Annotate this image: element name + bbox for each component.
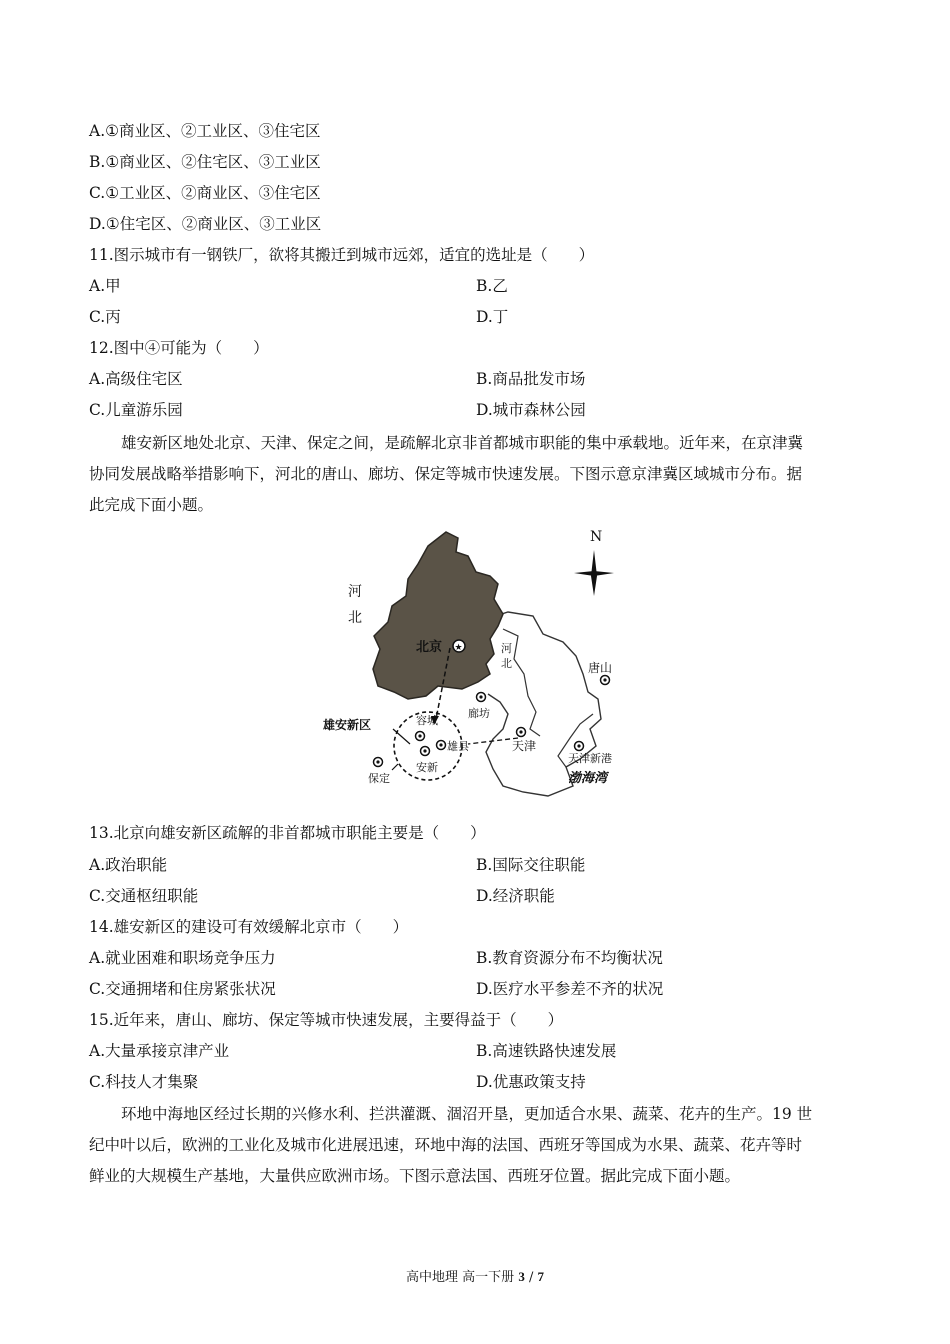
anxin-label: 安新 bbox=[416, 761, 438, 774]
q12-option-b: B.商品批发市场 bbox=[476, 370, 586, 388]
q13-option-b: B.国际交往职能 bbox=[476, 856, 586, 874]
q15-stem: 15.近年来，唐山、廊坊、保定等城市快速发展，主要得益于（ ） bbox=[89, 1011, 564, 1029]
langfang-label: 廊坊 bbox=[468, 707, 490, 720]
q11-option-b: B.乙 bbox=[476, 277, 508, 295]
hebei-left-label-1: 河 bbox=[348, 584, 362, 600]
q14-stem: 14.雄安新区的建设可有效缓解北京市（ ） bbox=[89, 918, 409, 936]
tianjin-label: 天津 bbox=[512, 739, 537, 753]
q13-option-d: D.经济职能 bbox=[476, 887, 555, 905]
tianjin-port-label: 天津新港 bbox=[568, 752, 612, 765]
tangshan-label: 唐山 bbox=[588, 661, 613, 675]
page-footer bbox=[0, 1268, 950, 1287]
q15-option-d: D.优惠政策支持 bbox=[476, 1073, 586, 1091]
beijing-region bbox=[373, 532, 503, 699]
q12-option-c: C.儿童游乐园 bbox=[89, 401, 183, 419]
capital-star-icon: ★ bbox=[454, 643, 463, 653]
passage1-line1: 雄安新区地处北京、天津、保定之间，是疏解北京非首都城市职能的集中承载地。近年来，在京津冀 bbox=[121, 434, 804, 452]
north-label: N bbox=[590, 529, 603, 545]
north-arrow-icon bbox=[574, 550, 614, 596]
q13-stem: 13.北京向雄安新区疏解的非首都城市职能主要是（ ） bbox=[89, 824, 486, 842]
tianjin-outline bbox=[486, 612, 601, 796]
q10-option-b: B.①商业区、②住宅区、③工业区 bbox=[89, 153, 321, 171]
footer-separator: / bbox=[528, 1270, 534, 1285]
baoding-pointer bbox=[392, 764, 398, 770]
passage1-line2: 协同发展战略举措影响下，河北的唐山、廊坊、保定等城市快速发展。下图示意京津冀区域城市分布。据 bbox=[89, 465, 803, 483]
q10-option-d: D.①住宅区、②商业区、③工业区 bbox=[89, 215, 322, 233]
q12-stem: 12.图中④可能为（ ） bbox=[89, 339, 269, 357]
q10-option-a: A.①商业区、②工业区、③住宅区 bbox=[89, 122, 321, 140]
jingjinji-map bbox=[318, 524, 618, 814]
footer-page-number: 3 bbox=[518, 1269, 525, 1284]
xiongxian-label: 雄县 bbox=[447, 740, 469, 753]
q14-option-b: B.教育资源分布不均衡状况 bbox=[476, 949, 663, 967]
xiongan-pointer bbox=[393, 729, 410, 744]
q14-option-c: C.交通拥堵和住房紧张状况 bbox=[89, 980, 276, 998]
q11-option-c: C.丙 bbox=[89, 308, 121, 326]
rongcheng-label: 容城 bbox=[416, 714, 438, 727]
q10-option-c: C.①工业区、②商业区、③住宅区 bbox=[89, 184, 321, 202]
hebei-mid-label-2: 北 bbox=[501, 657, 512, 670]
q15-option-c: C.科技人才集聚 bbox=[89, 1073, 199, 1091]
passage2-line2: 纪中叶以后，欧洲的工业化及城市化进展迅速，环地中海的法国、西班牙等国成为水果、蔬菜、花卉等时 bbox=[89, 1136, 803, 1154]
hebei-left-label-2: 北 bbox=[348, 610, 362, 626]
q14-option-a: A.就业困难和职场竞争压力 bbox=[89, 949, 276, 967]
q13-option-c: C.交通枢纽职能 bbox=[89, 887, 199, 905]
q12-option-d: D.城市森林公园 bbox=[476, 401, 586, 419]
passage1-line3: 此完成下面小题。 bbox=[89, 496, 214, 514]
baoding-label: 保定 bbox=[368, 772, 390, 785]
xiongan-label: 雄安新区 bbox=[323, 718, 372, 732]
footer-grade: 高一下册 bbox=[462, 1270, 515, 1285]
passage2-line1: 环地中海地区经过长期的兴修水利、拦洪灌溉、涸沼开垦，更加适合水果、蔬菜、花卉的生产。19 世 bbox=[121, 1105, 813, 1123]
q13-option-a: A.政治职能 bbox=[89, 856, 168, 874]
passage2-line3: 鲜业的大规模生产基地，大量供应欧洲市场。下图示意法国、西班牙位置。据此完成下面小题。 bbox=[89, 1167, 741, 1185]
q14-option-d: D.医疗水平参差不齐的状况 bbox=[476, 980, 664, 998]
q15-option-b: B.高速铁路快速发展 bbox=[476, 1042, 617, 1060]
bohai-bay-label: 渤海湾 bbox=[568, 771, 608, 786]
q11-option-d: D.丁 bbox=[476, 308, 509, 326]
q11-stem: 11.图示城市有一钢铁厂，欲将其搬迁到城市远郊，适宜的选址是（ ） bbox=[89, 246, 595, 264]
hebei-mid-label-1: 河 bbox=[501, 642, 512, 655]
q15-option-a: A.大量承接京津产业 bbox=[89, 1042, 230, 1060]
q12-option-a: A.高级住宅区 bbox=[89, 370, 183, 388]
beijing-label: 北京 bbox=[416, 640, 443, 655]
footer-subject: 高中地理 bbox=[406, 1270, 459, 1285]
footer-page-total: 7 bbox=[537, 1269, 544, 1284]
q11-option-a: A.甲 bbox=[89, 277, 121, 295]
